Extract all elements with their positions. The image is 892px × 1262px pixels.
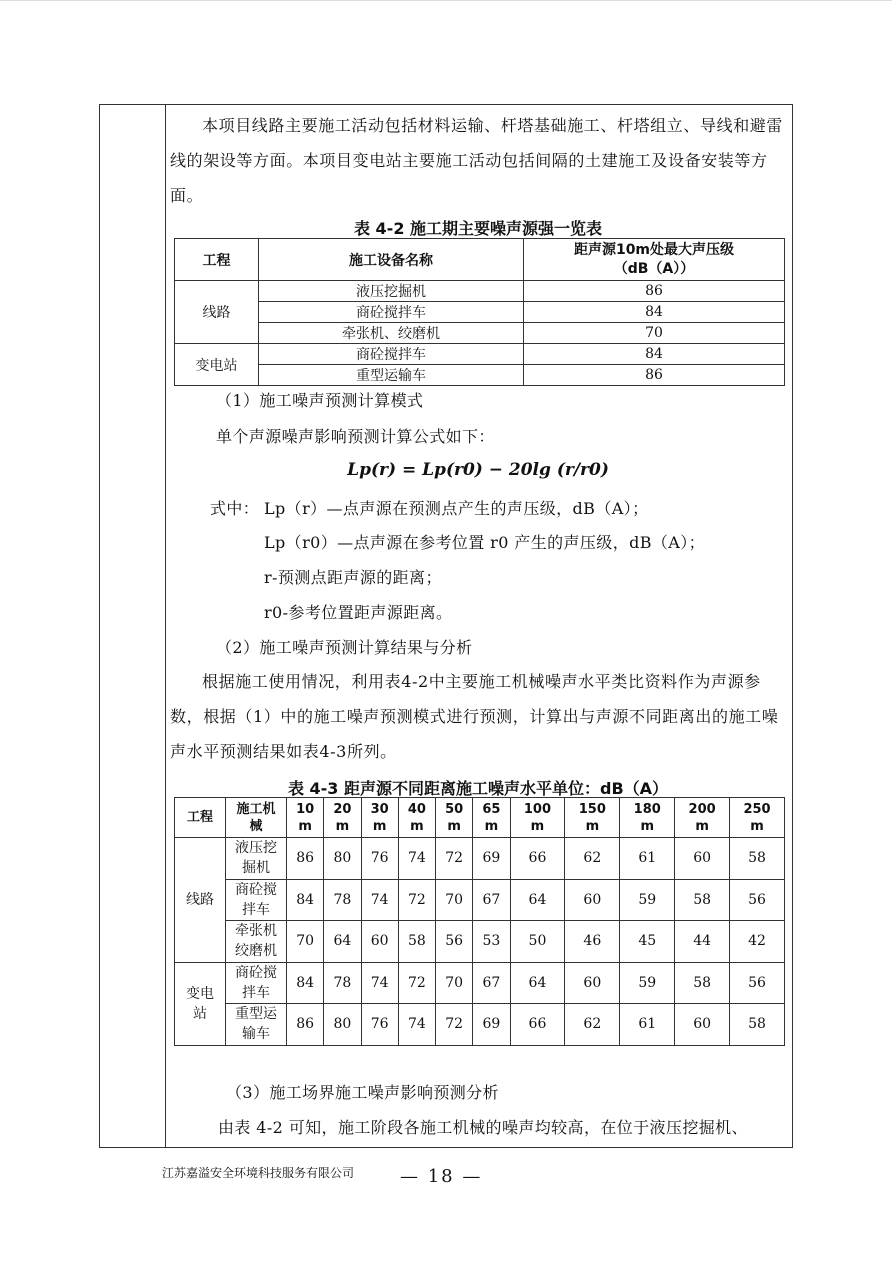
t42-value: 70 — [524, 323, 785, 344]
top-rule — [0, 0, 892, 1]
t43-value: 58 — [675, 962, 730, 1004]
t43-value: 44 — [675, 921, 730, 963]
t43-project: 线路 — [175, 838, 226, 963]
t42-value: 84 — [524, 302, 785, 323]
last-line: 由表 4-2 可知，施工阶段各施工机械的噪声均较高，在位于液压挖掘机、 — [218, 1118, 748, 1137]
defs-prefix: 式中： — [210, 499, 260, 518]
table-4-2-caption: 表 4-2 施工期主要噪声源强一览表 — [353, 219, 603, 238]
t43-header-distance: 30 m — [361, 798, 398, 838]
t43-header-machine: 施工机 械 — [226, 798, 287, 838]
t42-project-line: 线路 — [175, 281, 259, 344]
t43-value: 64 — [510, 879, 565, 921]
table-row — [175, 838, 785, 880]
section-3-title: （3）施工场界施工噪声影响预测分析 — [226, 1083, 499, 1102]
t43-value: 70 — [287, 921, 324, 963]
t43-value: 74 — [361, 879, 398, 921]
analysis-paragraph: 根据施工使用情况，利用表4-2中主要施工机械噪声水平类比资料作为声源参数，根据（1）中的施工噪声预测模式进行预测，计算出与声源不同距离出的施工噪声水平预测结果如表4-3所列。 — [170, 672, 779, 761]
t43-header-distance: 180 m — [620, 798, 675, 838]
t43-value: 42 — [730, 921, 785, 963]
t43-value: 67 — [473, 962, 510, 1004]
t43-value: 60 — [565, 879, 620, 921]
t43-value: 67 — [473, 879, 510, 921]
t42-equipment: 牵张机、绞磨机 — [259, 323, 524, 344]
t43-project: 变电 站 — [175, 962, 226, 1045]
t42-header-project: 工程 — [175, 239, 259, 281]
t43-value: 58 — [730, 1004, 785, 1046]
t43-value: 60 — [361, 921, 398, 963]
t42-header-level-line2: （dB（A）） — [613, 260, 695, 277]
def-lp-r0: Lp（r0）—点声源在参考位置 r0 产生的声压级，dB（A）； — [264, 533, 706, 552]
t43-value: 56 — [730, 962, 785, 1004]
t42-value: 86 — [524, 281, 785, 302]
noise-formula: Lp(r) = Lp(r0) − 20lg (r/r0) — [347, 460, 609, 480]
t42-equipment: 商砼搅拌车 — [259, 302, 524, 323]
def-r0: r0-参考位置距声源距离。 — [264, 603, 453, 622]
t43-value: 58 — [730, 838, 785, 880]
section-2-title: （2）施工噪声预测计算结果与分析 — [216, 638, 473, 657]
t43-value: 70 — [436, 962, 473, 1004]
t43-value: 74 — [398, 1004, 435, 1046]
t43-value: 59 — [620, 962, 675, 1004]
t43-header-distance: 50 m — [436, 798, 473, 838]
footer-company: 江苏嘉溢安全环境科技服务有限公司 — [162, 1166, 355, 1180]
t42-equipment: 商砼搅拌车 — [259, 344, 524, 365]
table-4-3-caption: 表 4-3 距声源不同距离施工噪声水平单位：dB（A） — [287, 779, 669, 798]
t43-value: 60 — [675, 838, 730, 880]
t43-header-distance: 65 m — [473, 798, 510, 838]
t43-value: 60 — [675, 1004, 730, 1046]
t43-machine: 液压挖 掘机 — [226, 838, 287, 880]
table-row — [175, 921, 785, 963]
table-row — [175, 879, 785, 921]
t43-value: 58 — [398, 921, 435, 963]
footer-page-number: — 18 — — [400, 1166, 483, 1187]
t43-value: 61 — [620, 1004, 675, 1046]
t43-value: 64 — [324, 921, 361, 963]
t43-value: 72 — [398, 962, 435, 1004]
t42-header-level — [524, 239, 785, 281]
t43-value: 78 — [324, 962, 361, 1004]
table-row — [175, 962, 785, 1004]
t43-value: 80 — [324, 1004, 361, 1046]
t43-value: 66 — [510, 838, 565, 880]
t43-value: 61 — [620, 838, 675, 880]
table-row — [175, 1004, 785, 1046]
intro-paragraph: 本项目线路主要施工活动包括材料运输、杆塔基础施工、杆塔组立、导线和避雷线的架设等方面。本项目变电站主要施工活动包括间隔的土建施工及设备安装等方面。 — [170, 116, 784, 205]
t43-value: 56 — [436, 921, 473, 963]
t43-value: 84 — [287, 962, 324, 1004]
t43-header-distance: 20 m — [324, 798, 361, 838]
def-lp-r: Lp（r）—点声源在预测点产生的声压级，dB（A）； — [264, 499, 649, 518]
table-4-3 — [174, 797, 785, 1046]
t43-value: 64 — [510, 962, 565, 1004]
t43-value: 50 — [510, 921, 565, 963]
t43-value: 74 — [398, 838, 435, 880]
formula-intro: 单个声源噪声影响预测计算公式如下： — [216, 427, 495, 446]
table-4-2 — [174, 238, 785, 386]
t43-value: 62 — [565, 838, 620, 880]
t43-header-distance: 250 m — [730, 798, 785, 838]
t42-value: 86 — [524, 365, 785, 386]
t43-value: 78 — [324, 879, 361, 921]
t43-header-distance: 10 m — [287, 798, 324, 838]
t43-value: 66 — [510, 1004, 565, 1046]
t43-value: 46 — [565, 921, 620, 963]
t43-value: 80 — [324, 838, 361, 880]
def-r: r-预测点距声源的距离； — [264, 568, 442, 587]
t43-value: 76 — [361, 838, 398, 880]
t43-machine: 重型运 输车 — [226, 1004, 287, 1046]
left-column-rule — [165, 105, 166, 1147]
t43-value: 62 — [565, 1004, 620, 1046]
t43-header-distance: 100 m — [510, 798, 565, 838]
t43-machine: 牵张机 绞磨机 — [226, 921, 287, 963]
t43-value: 59 — [620, 879, 675, 921]
t43-value: 76 — [361, 1004, 398, 1046]
t43-value: 74 — [361, 962, 398, 1004]
t43-value: 45 — [620, 921, 675, 963]
t43-value: 72 — [436, 838, 473, 880]
t42-header-equipment: 施工设备名称 — [259, 239, 524, 281]
t43-value: 56 — [730, 879, 785, 921]
t43-header-distance: 200 m — [675, 798, 730, 838]
t43-machine: 商砼搅 拌车 — [226, 879, 287, 921]
t43-value: 72 — [436, 1004, 473, 1046]
t42-project-substation: 变电站 — [175, 344, 259, 386]
t42-header-level-line1: 距声源10m处最大声压级 — [573, 241, 735, 258]
t43-value: 72 — [398, 879, 435, 921]
t42-value: 84 — [524, 344, 785, 365]
t43-header-distance: 40 m — [398, 798, 435, 838]
t42-equipment: 重型运输车 — [259, 365, 524, 386]
t43-header-distance: 150 m — [565, 798, 620, 838]
t43-machine: 商砼搅 拌车 — [226, 962, 287, 1004]
t43-value: 86 — [287, 838, 324, 880]
t43-value: 70 — [436, 879, 473, 921]
section-1-title: （1）施工噪声预测计算模式 — [216, 391, 424, 410]
t43-header-project: 工程 — [175, 798, 226, 838]
t43-value: 60 — [565, 962, 620, 1004]
t42-equipment: 液压挖掘机 — [259, 281, 524, 302]
t43-value: 58 — [675, 879, 730, 921]
t43-value: 69 — [473, 1004, 510, 1046]
t43-value: 53 — [473, 921, 510, 963]
t43-value: 84 — [287, 879, 324, 921]
t43-value: 86 — [287, 1004, 324, 1046]
t43-value: 69 — [473, 838, 510, 880]
